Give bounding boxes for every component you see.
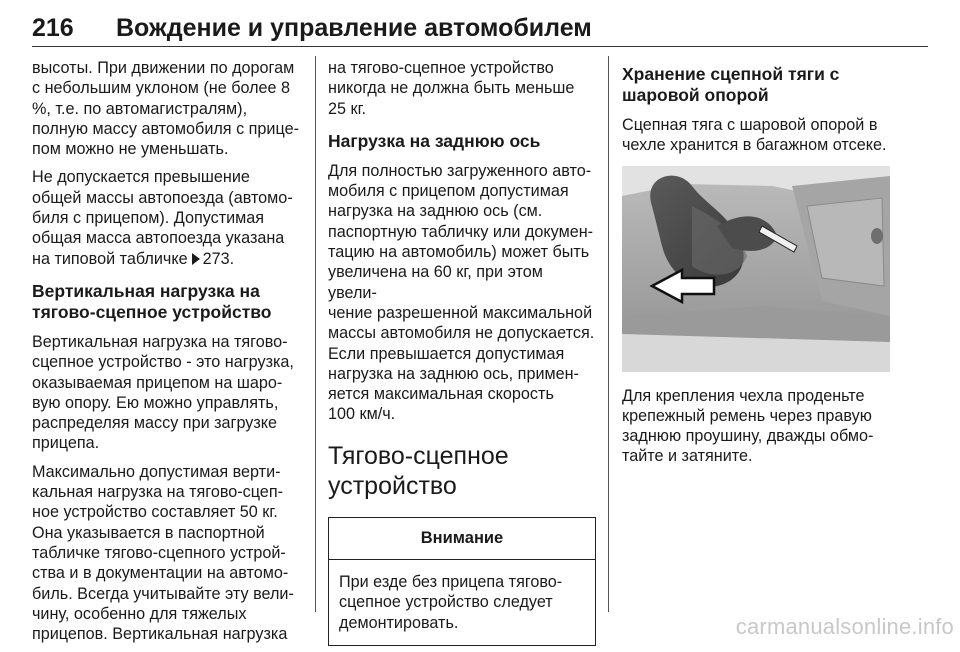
heading-vertical-load: Вертикальная нагрузка на тягово-сцепное устройство (32, 280, 272, 322)
section-title-towbar: Тягово-сцепное устройство (328, 441, 509, 500)
warning-body: При езде без прицепа тягово- сцепное устройство следует демонтировать. (339, 573, 563, 632)
paragraph-with-reference (32, 167, 306, 268)
warning-box (328, 517, 596, 646)
paragraph: высоты. При движении по дорогам с небольшим уклоном (не более 8 %, т.е. по автомагистралям), полную массу автомобиля с прице‐ пом можно не уменьшать. (32, 59, 299, 159)
column-3 (622, 58, 890, 475)
warning-title: Внимание (329, 518, 595, 560)
paragraph-text: Не допускается превышение общей массы автопоезда (автомо‐ биля с прицепом). Допустимая общая масса автопоезда указана на типовой табличке (32, 168, 293, 268)
page-reference-arrow-icon (192, 253, 200, 265)
page-reference-link[interactable]: 273. (202, 249, 235, 268)
paragraph: Для полностью загруженного авто‐ мобиля с прицепом допустимая нагрузка на заднюю ось (см. паспортную табличку или докумен‐ тацию на автомобиль) может быть увеличена на 60 кг, при этом увели‐ чение разрешенной максимальной массы автомобиля не допускается. Если превышается допустимая нагрузка на заднюю ось, примен‐ яется максимальная скорость 100 км/ч. (328, 161, 595, 424)
column-2 (328, 58, 596, 646)
column-divider (315, 56, 316, 612)
paragraph: Максимально допустимая верти‐ кальная нагрузка на тягово-сцеп‐ ное устройство составляет 50 кг. Она указывается в паспортной табличке тягово-сцепного устрой‐ ства и в документации на автомо‐ биль. Всегда учитывайте эту вели‐ чину, особенно для тяжелых прицепов. Вертикальная нагрузка (32, 462, 294, 644)
watermark: carmanualsonline.info (735, 614, 954, 639)
heading-rear-axle-load: Нагрузка на заднюю ось (328, 130, 541, 151)
paragraph: на тягово-сцепное устройство никогда не должна быть меньше 25 кг. (328, 59, 575, 118)
page-header (32, 10, 928, 47)
chapter-title: Вождение и управление автомобилем (116, 14, 592, 42)
column-divider (608, 56, 609, 612)
page-number: 216 (32, 14, 74, 42)
heading-storage: Хранение сцепной тяги с шаровой опорой (622, 64, 840, 105)
trunk-storage-illustration (622, 166, 890, 372)
trunk-photo-image (622, 166, 890, 372)
paragraph: Сцепная тяга с шаровой опорой в чехле хранится в багажном отсеке. (622, 116, 887, 155)
paragraph: Для крепления чехла проденьте крепежный ремень через правую заднюю проушину, дважды обмо‐ тайте и затяните. (622, 386, 874, 466)
column-1 (32, 58, 306, 652)
paragraph: Вертикальная нагрузка на тягово- сцепное устройство - это нагрузка, оказываемая прицепом на шаро‐ вую опору. Ею можно управлять, распределяя массу при загрузке прицепа. (32, 332, 294, 453)
